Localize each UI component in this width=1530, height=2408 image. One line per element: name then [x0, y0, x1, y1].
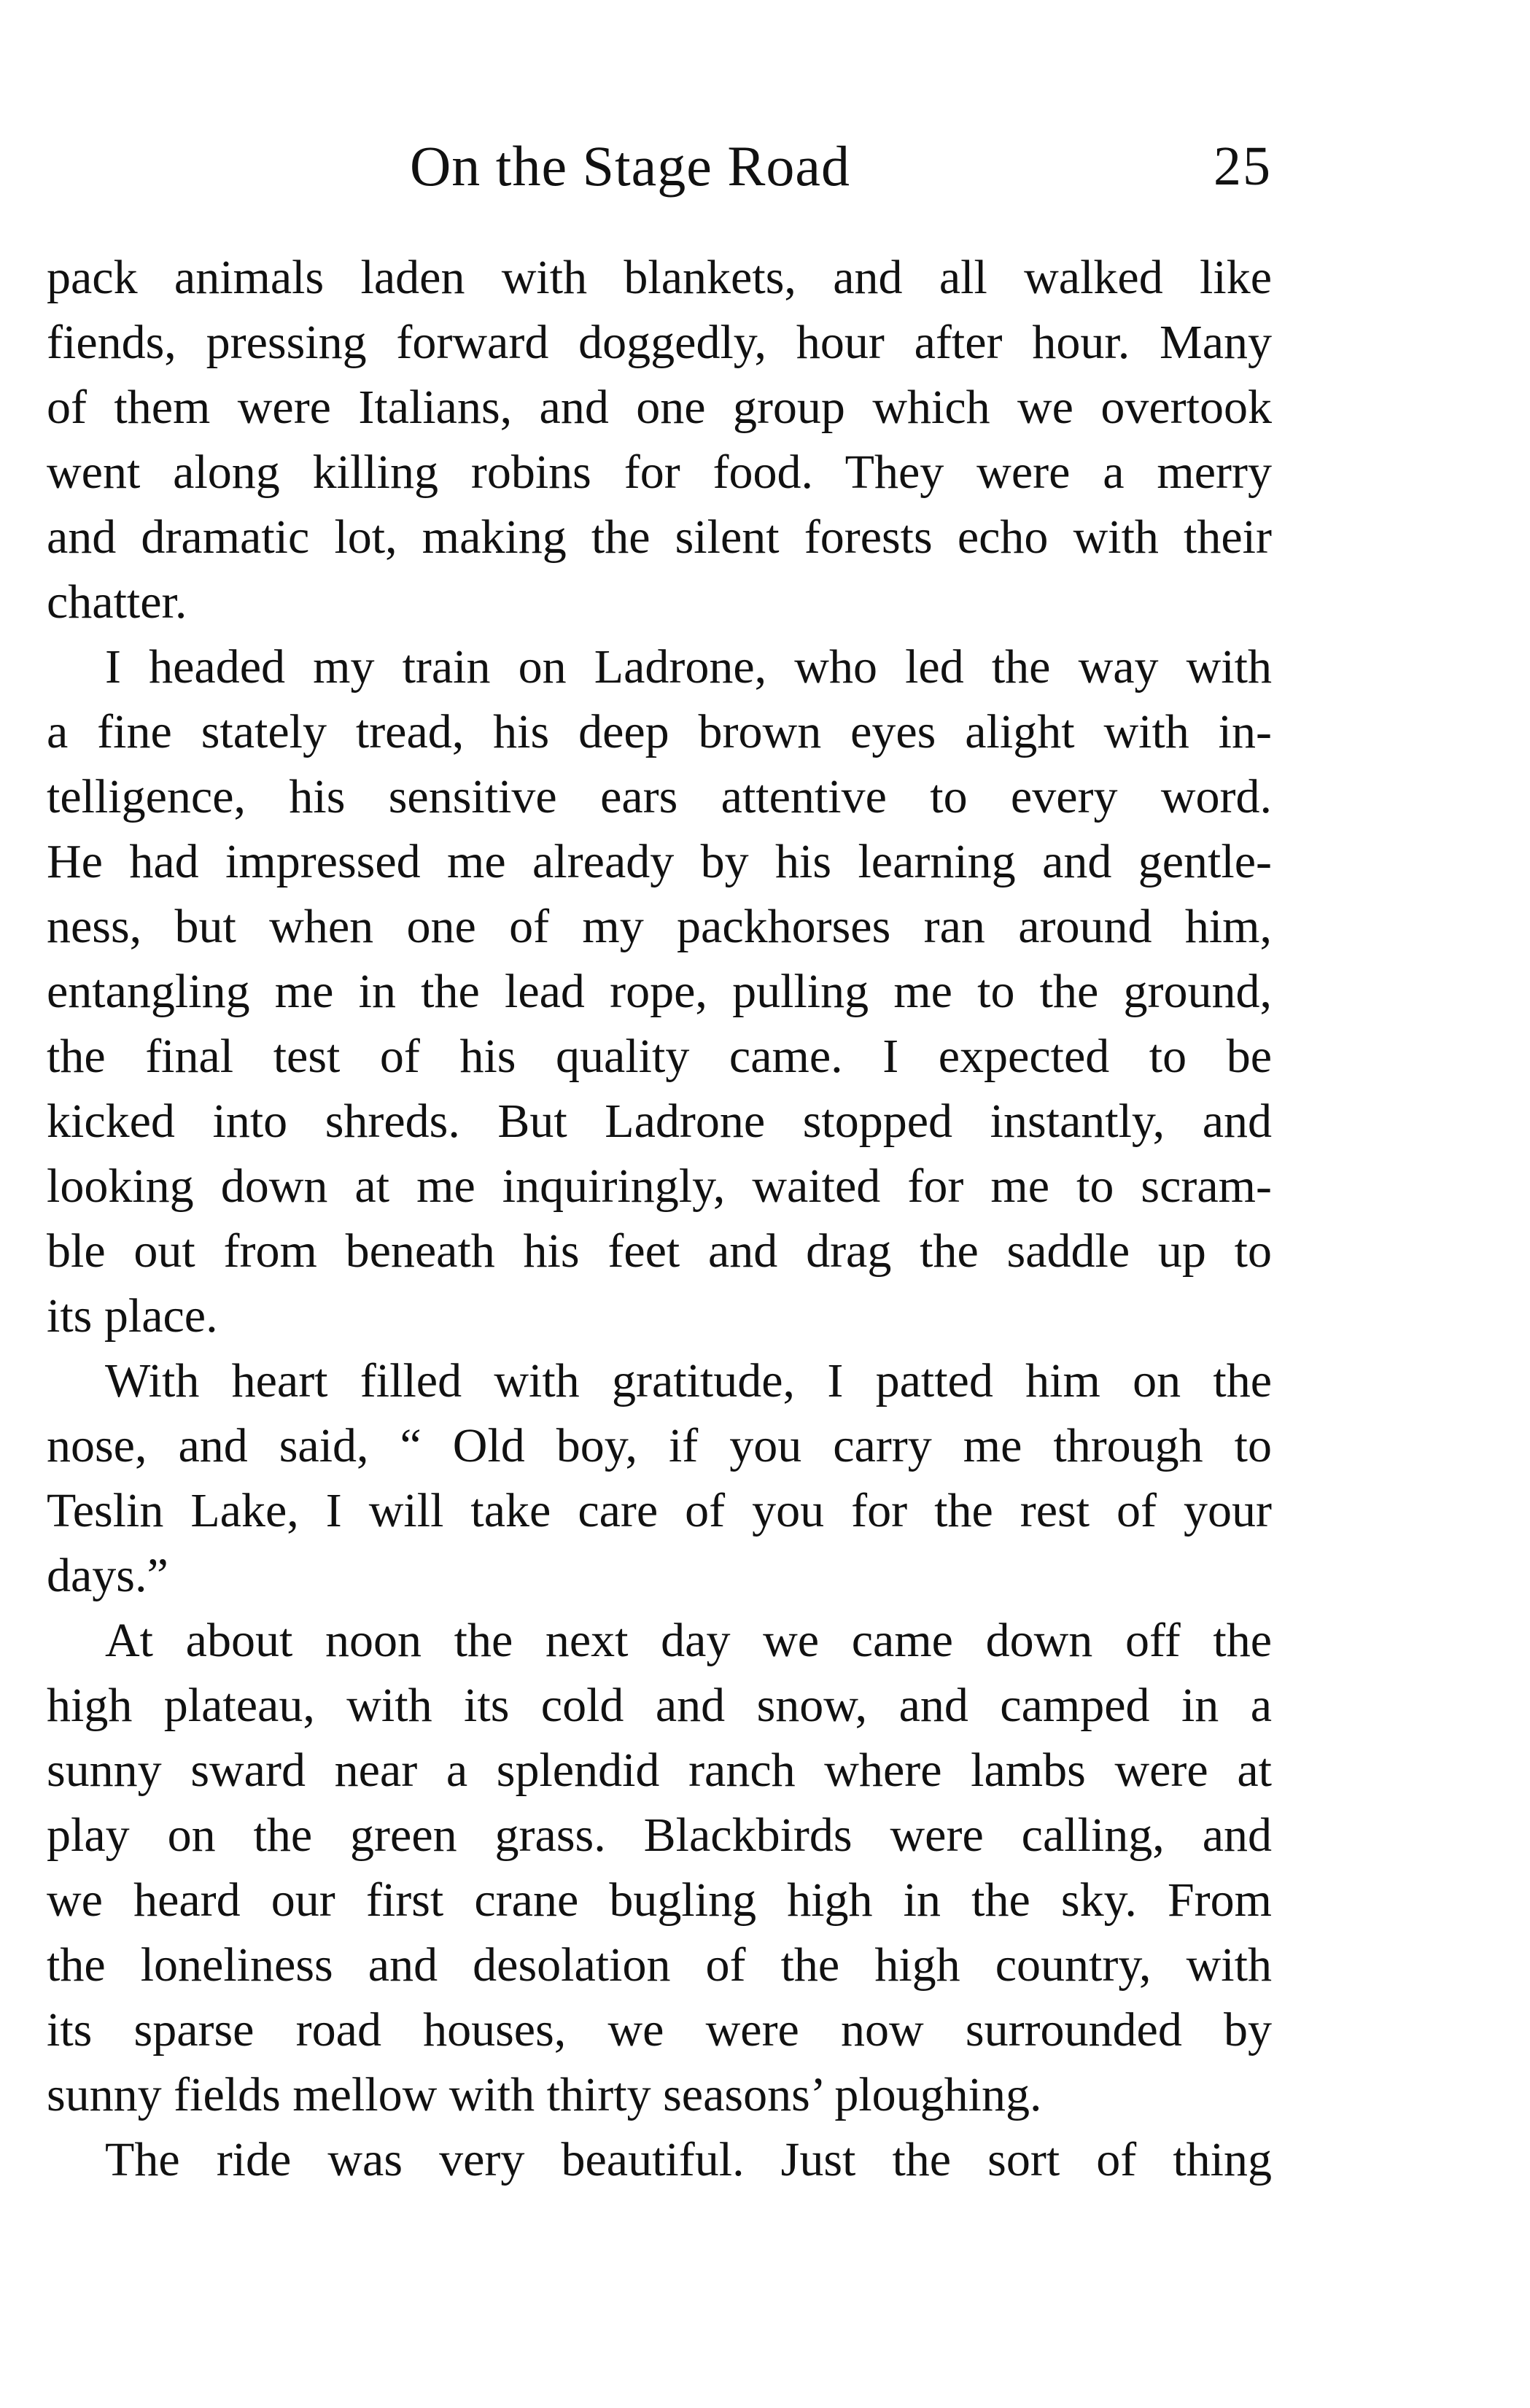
text-line: high plateau, with its cold and snow, and camped in a: [47, 1679, 1272, 1732]
running-title: On the Stage Road: [409, 134, 851, 198]
text-line: telligence, his sensitive ears attentive to every word.: [47, 770, 1272, 823]
paragraph-end-line: sunny fields mellow with thirty seasons’ ploughing.: [47, 2068, 1042, 2121]
body-text: [47, 245, 1272, 2192]
text-line: kicked into shreds. But Ladrone stopped instantly, and: [47, 1095, 1272, 1148]
text-line: fiends, pressing forward doggedly, hour after hour. Many: [47, 316, 1272, 369]
text-line: ness, but when one of my packhorses ran around him,: [47, 900, 1272, 953]
paragraph-start-line: I headed my train on Ladrone, who led the way with: [105, 640, 1272, 694]
paragraph-end-line: its place.: [47, 1289, 218, 1343]
running-head: [47, 123, 1272, 210]
text-line: ble out from beneath his feet and drag the saddle up to: [47, 1224, 1272, 1278]
text-line: the final test of his quality came. I expected to be: [47, 1030, 1272, 1083]
page-number: 25: [1213, 136, 1272, 197]
paragraph-start-line: With heart filled with gratitude, I patted him on the: [105, 1354, 1272, 1407]
text-line: He had impressed me already by his learning and gentle-: [47, 835, 1272, 888]
text-line: sunny sward near a splendid ranch where lambs were at: [47, 1744, 1272, 1797]
text-line: looking down at me inquiringly, waited for me to scram-: [47, 1160, 1272, 1213]
text-line: entangling me in the lead rope, pulling me to the ground,: [47, 965, 1272, 1018]
text-line: pack animals laden with blankets, and all walked like: [47, 251, 1272, 304]
paragraph-end-line: days.”: [47, 1549, 168, 1602]
text-line: of them were Italians, and one group which we overtook: [47, 381, 1272, 434]
text-line: and dramatic lot, making the silent forests echo with their: [47, 510, 1272, 564]
paragraph-end-line: chatter.: [47, 575, 187, 629]
text-line: nose, and said, “ Old boy, if you carry me through to: [47, 1419, 1272, 1472]
text-line: went along killing robins for food. They were a merry: [47, 446, 1272, 499]
paragraph-start-line: At about noon the next day we came down off the: [105, 1614, 1272, 1667]
text-line: Teslin Lake, I will take care of you for the rest of your: [47, 1484, 1272, 1537]
text-line: we heard our first crane bugling high in the sky. From: [47, 1873, 1272, 1927]
text-line: play on the green grass. Blackbirds were calling, and: [47, 1809, 1272, 1862]
paragraph-start-line: The ride was very beautiful. Just the sort of thing: [105, 2133, 1272, 2186]
text-line: the loneliness and desolation of the high country, with: [47, 1938, 1272, 1992]
text-line: its sparse road houses, we were now surrounded by: [47, 2003, 1272, 2056]
text-line: a fine stately tread, his deep brown eyes alight with in-: [47, 705, 1272, 758]
